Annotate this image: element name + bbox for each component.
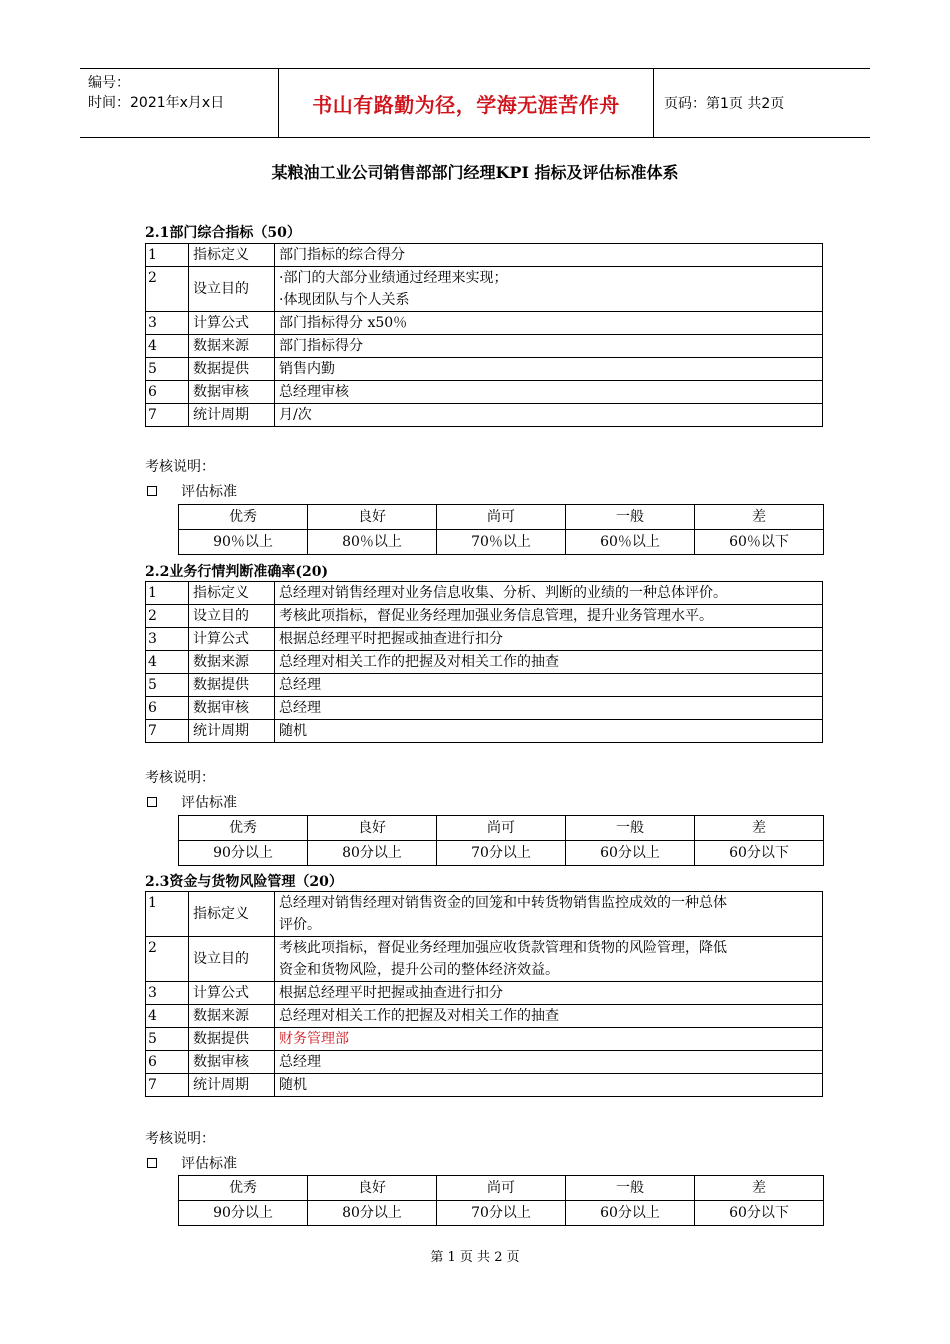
grade-header: 一般 bbox=[566, 816, 695, 841]
standard-label-row bbox=[145, 1153, 237, 1173]
grade-header: 尚可 bbox=[437, 505, 566, 530]
row-number: 5 bbox=[146, 358, 189, 381]
row-value-line: 考核此项指标，督促业务经理加强业务信息管理，提升业务管理水平。 bbox=[279, 608, 713, 624]
table-row bbox=[146, 244, 823, 267]
row-number: 4 bbox=[146, 651, 189, 674]
table-row bbox=[146, 892, 823, 937]
row-value bbox=[275, 381, 823, 404]
row-label: 指标定义 bbox=[189, 244, 275, 267]
page-header bbox=[80, 68, 870, 138]
row-label: 数据提供 bbox=[189, 1028, 275, 1051]
table-row bbox=[146, 628, 823, 651]
row-value-line: 考核此项指标，督促业务经理加强应收货款管理和货物的风险管理，降低 bbox=[279, 940, 727, 956]
row-value-line: 评价。 bbox=[279, 917, 321, 933]
table-row bbox=[146, 1028, 823, 1051]
row-value-line: 部门指标得分 bbox=[279, 338, 363, 354]
row-number: 1 bbox=[146, 244, 189, 267]
grade-value-row bbox=[179, 530, 824, 555]
grade-value: 60分以上 bbox=[566, 841, 695, 866]
row-number: 3 bbox=[146, 312, 189, 335]
grade-value-row bbox=[179, 1201, 824, 1226]
table-row bbox=[146, 312, 823, 335]
table-row bbox=[146, 1005, 823, 1028]
row-value bbox=[275, 628, 823, 651]
grade-header: 优秀 bbox=[179, 1176, 308, 1201]
standard-label-row bbox=[145, 481, 237, 501]
table-row bbox=[146, 651, 823, 674]
checkbox-square-icon bbox=[147, 486, 157, 496]
row-number: 6 bbox=[146, 697, 189, 720]
row-label: 数据审核 bbox=[189, 1051, 275, 1074]
standard-label: 评估标准 bbox=[181, 484, 237, 500]
grade-value: 90分以上 bbox=[179, 841, 308, 866]
kpi-table bbox=[145, 243, 823, 427]
row-label: 设立目的 bbox=[189, 937, 275, 982]
row-value-line: 月/次 bbox=[279, 407, 312, 423]
standard-label-row bbox=[145, 792, 237, 812]
row-value bbox=[275, 1051, 823, 1074]
row-value bbox=[275, 605, 823, 628]
row-number: 1 bbox=[146, 582, 189, 605]
table-row bbox=[146, 335, 823, 358]
row-value-line: 根据总经理平时把握或抽查进行扣分 bbox=[279, 631, 503, 647]
row-number: 2 bbox=[146, 937, 189, 982]
table-row bbox=[146, 1051, 823, 1074]
section-heading: 2.3资金与货物风险管理（20） bbox=[145, 874, 343, 890]
grade-header: 差 bbox=[695, 505, 824, 530]
row-value-line: 随机 bbox=[279, 723, 307, 739]
row-label: 统计周期 bbox=[189, 404, 275, 427]
row-value bbox=[275, 358, 823, 381]
code-label: 编号： bbox=[88, 75, 130, 91]
table-row bbox=[146, 982, 823, 1005]
grade-value: 80分以上 bbox=[308, 1201, 437, 1226]
header-motto: 书山有路勤为径，学海无涯苦作舟 bbox=[312, 92, 620, 117]
row-value bbox=[275, 244, 823, 267]
row-label: 数据来源 bbox=[189, 651, 275, 674]
row-number: 5 bbox=[146, 1028, 189, 1051]
row-value bbox=[275, 267, 823, 312]
grade-header: 优秀 bbox=[179, 505, 308, 530]
grade-table bbox=[178, 815, 824, 866]
row-label: 数据审核 bbox=[189, 697, 275, 720]
document-title: 某粮油工业公司销售部部门经理KPI 指标及评估标准体系 bbox=[271, 163, 679, 182]
row-value bbox=[275, 720, 823, 743]
row-value-line: ·部门的大部分业绩通过经理来实现； bbox=[279, 270, 508, 286]
row-label: 统计周期 bbox=[189, 1074, 275, 1097]
grade-header: 尚可 bbox=[437, 816, 566, 841]
row-number: 7 bbox=[146, 720, 189, 743]
assessment-note: 考核说明： bbox=[145, 459, 215, 475]
row-value bbox=[275, 982, 823, 1005]
row-number: 5 bbox=[146, 674, 189, 697]
table-row bbox=[146, 937, 823, 982]
grade-header: 尚可 bbox=[437, 1176, 566, 1201]
grade-header-row bbox=[179, 505, 824, 530]
standard-label: 评估标准 bbox=[181, 795, 237, 811]
grade-value: 90％以上 bbox=[179, 530, 308, 555]
row-value bbox=[275, 312, 823, 335]
grade-table bbox=[178, 1175, 824, 1226]
grade-value: 70％以上 bbox=[437, 530, 566, 555]
row-value-line: 总经理对相关工作的把握及对相关工作的抽查 bbox=[279, 654, 559, 670]
grade-header: 差 bbox=[695, 816, 824, 841]
grade-header: 优秀 bbox=[179, 816, 308, 841]
row-number: 3 bbox=[146, 628, 189, 651]
row-value-line: 总经理审核 bbox=[279, 384, 349, 400]
checkbox-square-icon bbox=[147, 1158, 157, 1168]
standard-label: 评估标准 bbox=[181, 1156, 237, 1172]
row-value bbox=[275, 1005, 823, 1028]
grade-value: 60分以上 bbox=[566, 1201, 695, 1226]
table-row bbox=[146, 381, 823, 404]
row-value-line: 总经理 bbox=[279, 677, 321, 693]
row-value bbox=[275, 404, 823, 427]
row-number: 6 bbox=[146, 1051, 189, 1074]
row-number: 6 bbox=[146, 381, 189, 404]
table-row bbox=[146, 1074, 823, 1097]
header-meta bbox=[88, 73, 278, 113]
row-number: 3 bbox=[146, 982, 189, 1005]
row-value-line: 资金和货物风险，提升公司的整体经济效益。 bbox=[279, 962, 559, 978]
row-label: 数据提供 bbox=[189, 358, 275, 381]
grade-header: 良好 bbox=[308, 505, 437, 530]
row-value-line: 总经理对相关工作的把握及对相关工作的抽查 bbox=[279, 1008, 559, 1024]
row-number: 7 bbox=[146, 1074, 189, 1097]
row-value bbox=[275, 1074, 823, 1097]
row-value bbox=[275, 1028, 823, 1051]
grade-value: 90分以上 bbox=[179, 1201, 308, 1226]
section-heading: 2.1部门综合指标（50） bbox=[145, 225, 301, 241]
grade-header-row bbox=[179, 1176, 824, 1201]
row-number: 2 bbox=[146, 267, 189, 312]
page-footer: 第 1 页 共 2 页 bbox=[430, 1250, 520, 1265]
row-value bbox=[275, 697, 823, 720]
row-number: 7 bbox=[146, 404, 189, 427]
table-row bbox=[146, 720, 823, 743]
checkbox-square-icon bbox=[147, 797, 157, 807]
row-label: 计算公式 bbox=[189, 982, 275, 1005]
grade-header: 一般 bbox=[566, 1176, 695, 1201]
date-label: 时间：2021年x月x日 bbox=[88, 95, 225, 111]
grade-header: 差 bbox=[695, 1176, 824, 1201]
grade-value: 80％以上 bbox=[308, 530, 437, 555]
table-row bbox=[146, 267, 823, 312]
row-label: 计算公式 bbox=[189, 628, 275, 651]
kpi-table bbox=[145, 891, 823, 1097]
grade-value: 60％以上 bbox=[566, 530, 695, 555]
header-page-info: 页码：第1页 共2页 bbox=[664, 96, 785, 112]
row-value-line: 总经理 bbox=[279, 700, 321, 716]
row-value bbox=[275, 651, 823, 674]
row-value bbox=[275, 674, 823, 697]
row-label: 计算公式 bbox=[189, 312, 275, 335]
row-value-line: 部门指标的综合得分 bbox=[279, 247, 405, 263]
grade-header: 一般 bbox=[566, 505, 695, 530]
row-value-line: 部门指标得分 x50％ bbox=[279, 315, 408, 331]
table-row bbox=[146, 358, 823, 381]
row-label: 数据来源 bbox=[189, 1005, 275, 1028]
table-row bbox=[146, 697, 823, 720]
assessment-note: 考核说明： bbox=[145, 770, 215, 786]
row-number: 1 bbox=[146, 892, 189, 937]
row-label: 数据来源 bbox=[189, 335, 275, 358]
grade-table bbox=[178, 504, 824, 555]
kpi-table bbox=[145, 581, 823, 743]
row-value bbox=[275, 937, 823, 982]
table-row bbox=[146, 582, 823, 605]
grade-value: 70分以上 bbox=[437, 841, 566, 866]
row-number: 2 bbox=[146, 605, 189, 628]
row-label: 指标定义 bbox=[189, 582, 275, 605]
row-number: 4 bbox=[146, 1005, 189, 1028]
grade-header: 良好 bbox=[308, 1176, 437, 1201]
header-divider bbox=[653, 69, 654, 137]
assessment-note: 考核说明： bbox=[145, 1131, 215, 1147]
row-value-line: 总经理 bbox=[279, 1054, 321, 1070]
grade-value: 60％以下 bbox=[695, 530, 824, 555]
section-heading: 2.2业务行情判断准确率(20) bbox=[145, 564, 329, 580]
row-value bbox=[275, 892, 823, 937]
row-value bbox=[275, 582, 823, 605]
grade-value: 80分以上 bbox=[308, 841, 437, 866]
table-row bbox=[146, 404, 823, 427]
row-value bbox=[275, 335, 823, 358]
row-value-line: ·体现团队与个人关系 bbox=[279, 292, 410, 308]
row-value-line: 销售内勤 bbox=[279, 361, 335, 377]
row-label: 设立目的 bbox=[189, 267, 275, 312]
grade-value: 60分以下 bbox=[695, 1201, 824, 1226]
row-value-line: 总经理对销售经理对销售资金的回笼和中转货物销售监控成效的一种总体 bbox=[279, 895, 727, 911]
grade-value: 60分以下 bbox=[695, 841, 824, 866]
row-label: 数据审核 bbox=[189, 381, 275, 404]
grade-value: 70分以上 bbox=[437, 1201, 566, 1226]
row-label: 统计周期 bbox=[189, 720, 275, 743]
table-row bbox=[146, 605, 823, 628]
row-value-line: 总经理对销售经理对业务信息收集、分析、判断的业绩的一种总体评价。 bbox=[279, 585, 727, 601]
table-row bbox=[146, 674, 823, 697]
grade-value-row bbox=[179, 841, 824, 866]
row-label: 指标定义 bbox=[189, 892, 275, 937]
grade-header-row bbox=[179, 816, 824, 841]
row-label: 设立目的 bbox=[189, 605, 275, 628]
row-value-line: 财务管理部 bbox=[279, 1031, 349, 1047]
row-value-line: 随机 bbox=[279, 1077, 307, 1093]
row-value-line: 根据总经理平时把握或抽查进行扣分 bbox=[279, 985, 503, 1001]
grade-header: 良好 bbox=[308, 816, 437, 841]
row-label: 数据提供 bbox=[189, 674, 275, 697]
row-number: 4 bbox=[146, 335, 189, 358]
